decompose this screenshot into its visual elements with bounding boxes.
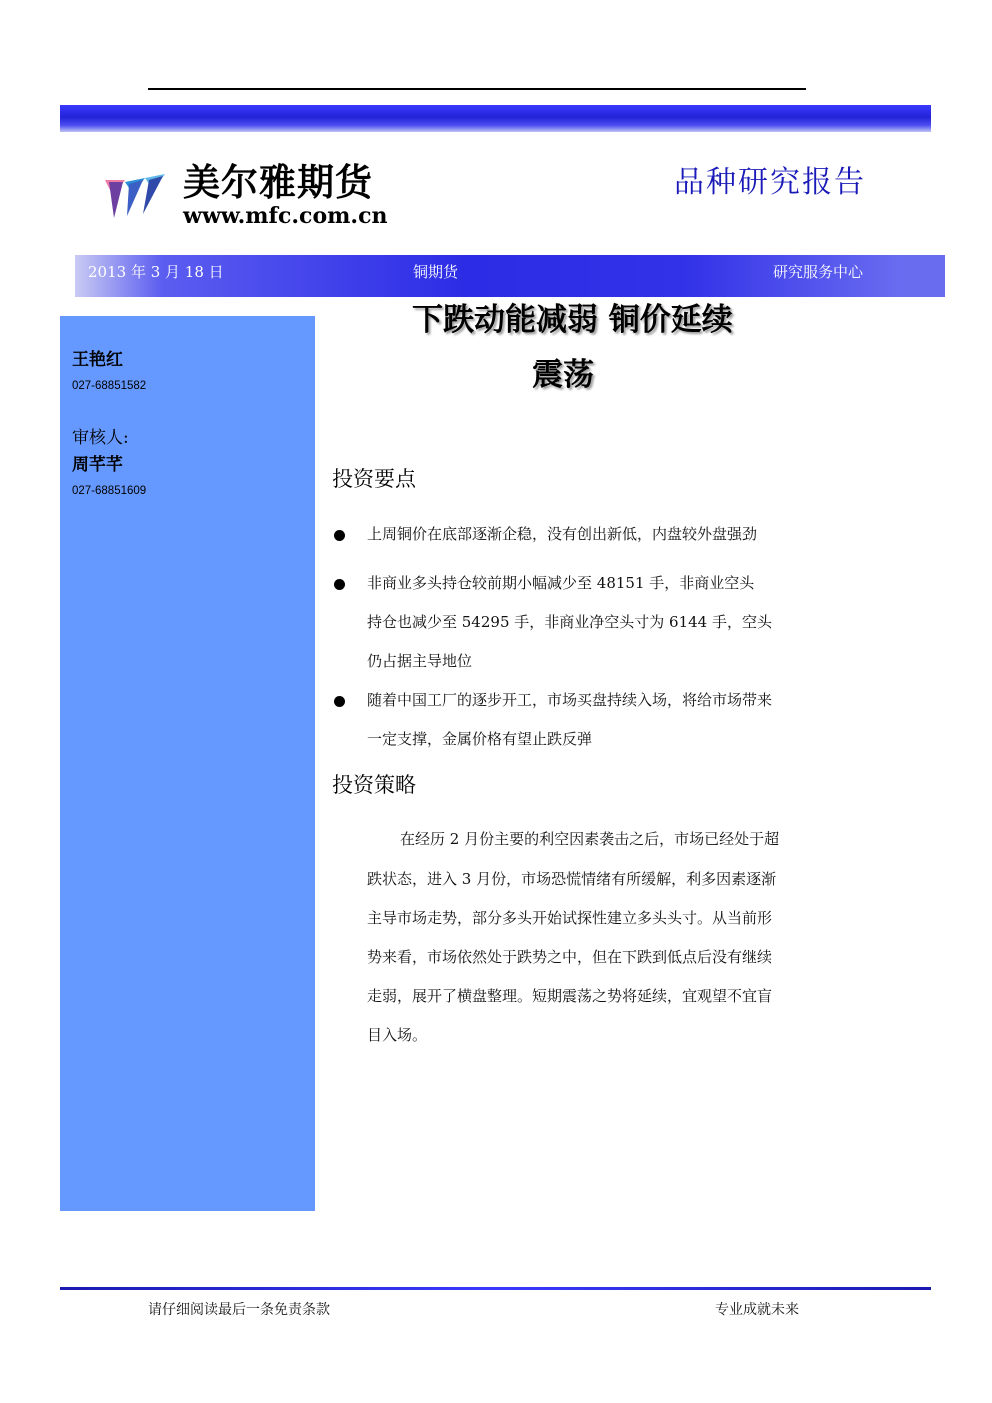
key-point-line: 一定支撑，金属价格有望止跌反弹 bbox=[367, 730, 593, 748]
strategy-line: 主导市场走势，部分多头开始试探性建立多头头寸。从当前形 bbox=[367, 909, 773, 927]
strategy-line: 跌状态，进入 3 月份，市场恐慌情绪有所缓解，利多因素逐渐 bbox=[367, 870, 777, 888]
top-rule bbox=[148, 88, 806, 90]
bullet-icon bbox=[334, 696, 345, 707]
strategy-heading: 投资策略 bbox=[332, 773, 416, 797]
top-banner-band bbox=[60, 105, 931, 132]
strategy-line: 目入场。 bbox=[367, 1026, 428, 1044]
author-sidebar bbox=[60, 316, 315, 1211]
key-points-heading: 投资要点 bbox=[332, 467, 416, 491]
report-title-line1: 下跌动能减弱 铜价延续 bbox=[412, 302, 733, 338]
author-name: 王艳红 bbox=[72, 350, 123, 370]
key-point-line: 持仓也减少至 54295 手，非商业净空头寸为 6144 手，空头 bbox=[367, 613, 772, 631]
footer-disclaimer: 请仔细阅读最后一条免责条款 bbox=[148, 1302, 330, 1318]
reviewer-label: 审核人: bbox=[72, 428, 129, 448]
report-title-line2: 震荡 bbox=[532, 357, 594, 393]
key-point-line: 非商业多头持仓较前期小幅减少至 48151 手，非商业空头 bbox=[367, 574, 755, 592]
department-label: 研究服务中心 bbox=[773, 263, 864, 281]
strategy-line: 走弱，展开了横盘整理。短期震荡之势将延续，宜观望不宜盲 bbox=[367, 987, 773, 1005]
stylized-bird-logo-icon bbox=[103, 170, 167, 224]
company-website[interactable]: www.mfc.com.cn bbox=[183, 203, 388, 229]
key-point-line: 上周铜价在底部逐渐企稳，没有创出新低，内盘较外盘强劲 bbox=[367, 525, 758, 543]
author-phone: 027-68851582 bbox=[72, 380, 147, 392]
footer-slogan: 专业成就未来 bbox=[715, 1302, 799, 1318]
reviewer-name: 周芊芊 bbox=[72, 455, 123, 475]
info-bar bbox=[75, 255, 945, 297]
footer-rule bbox=[60, 1287, 931, 1290]
commodity-label: 铜期货 bbox=[413, 263, 459, 281]
bullet-icon bbox=[334, 530, 345, 541]
bullet-icon bbox=[334, 579, 345, 590]
report-type: 品种研究报告 bbox=[674, 165, 866, 200]
report-date: 2013 年 3 月 18 日 bbox=[88, 263, 224, 281]
key-point-line: 随着中国工厂的逐步开工，市场买盘持续入场，将给市场带来 bbox=[367, 691, 773, 709]
strategy-line: 势来看，市场依然处于跌势之中，但在下跌到低点后没有继续 bbox=[367, 948, 773, 966]
company-name: 美尔雅期货 bbox=[183, 161, 373, 204]
strategy-line: 在经历 2 月份主要的利空因素袭击之后，市场已经处于超 bbox=[400, 830, 780, 848]
key-point-line: 仍占据主导地位 bbox=[367, 652, 473, 670]
reviewer-phone: 027-68851609 bbox=[72, 485, 147, 497]
